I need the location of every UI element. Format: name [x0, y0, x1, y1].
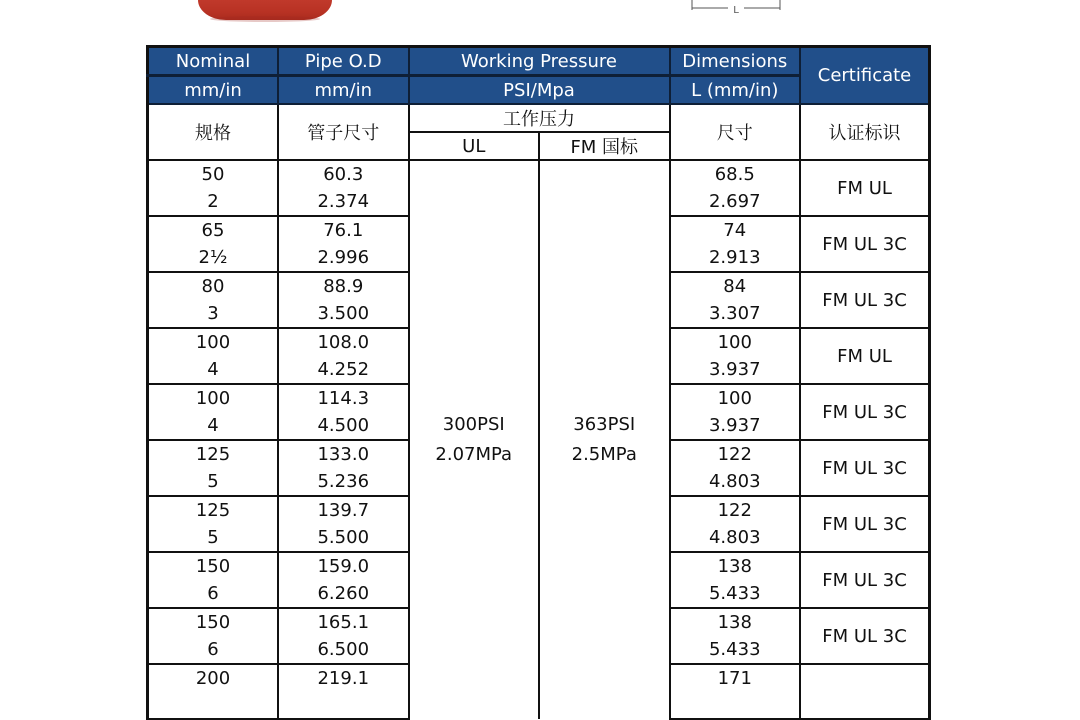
nominal-cell: 150 6: [148, 608, 279, 664]
certificate-cell: FM UL 3C: [800, 552, 930, 608]
pipe-od-cell: 165.1 6.500: [278, 608, 409, 664]
header-dimensions: Dimensions: [670, 47, 801, 76]
pipe-od-cell: 60.3 2.374: [278, 160, 409, 216]
certificate-cell: FM UL 3C: [800, 496, 930, 552]
pipe-od-cell: 114.3 4.500: [278, 384, 409, 440]
certificate-cell: FM UL 3C: [800, 216, 930, 272]
nominal-cell: 125 5: [148, 440, 279, 496]
cn-header-nominal: 规格: [148, 104, 279, 160]
dimension-cell: 122 4.803: [670, 440, 801, 496]
pipe-od-cell: 219.1: [278, 664, 409, 719]
dimension-cell: 100 3.937: [670, 384, 801, 440]
nominal-cell: 200: [148, 664, 279, 719]
header-working-pressure: Working Pressure: [409, 47, 670, 76]
certificate-cell: FM UL 3C: [800, 384, 930, 440]
pipe-od-cell: 133.0 5.236: [278, 440, 409, 496]
dimension-cell: 84 3.307: [670, 272, 801, 328]
pipe-od-cell: 159.0 6.260: [278, 552, 409, 608]
cn-header-ul: UL: [409, 132, 540, 160]
header-pipe-od: Pipe O.D: [278, 47, 409, 76]
cn-header-certificate: 认证标识: [800, 104, 930, 160]
nominal-cell: 80 3: [148, 272, 279, 328]
nominal-cell: 65 2½: [148, 216, 279, 272]
dimension-drawing: [688, 0, 788, 16]
nominal-cell: 100 4: [148, 328, 279, 384]
dimension-cell: 100 3.937: [670, 328, 801, 384]
ul-pressure-cell: 300PSI 2.07MPa: [409, 160, 540, 719]
specification-table: [146, 45, 931, 720]
dimension-cell: 122 4.803: [670, 496, 801, 552]
certificate-cell: FM UL 3C: [800, 440, 930, 496]
cn-header-pipe-od: 管子尺寸: [278, 104, 409, 160]
dimension-cell: 74 2.913: [670, 216, 801, 272]
dimension-cell: 171: [670, 664, 801, 719]
dimension-label: L: [733, 5, 739, 16]
pipe-od-cell: 108.0 4.252: [278, 328, 409, 384]
cn-header-fm: FM 国标: [539, 132, 670, 160]
cn-header-pressure: 工作压力: [409, 104, 670, 132]
nominal-cell: 150 6: [148, 552, 279, 608]
header-certificate: Certificate: [800, 47, 930, 105]
header-pressure-unit: PSI/Mpa: [409, 76, 670, 105]
certificate-cell: [800, 664, 930, 719]
certificate-cell: FM UL 3C: [800, 272, 930, 328]
pipe-fitting-shadow: [210, 16, 320, 22]
certificate-cell: FM UL: [800, 328, 930, 384]
dimension-cell: 138 5.433: [670, 608, 801, 664]
table-row: [148, 160, 930, 216]
nominal-cell: 50 2: [148, 160, 279, 216]
header-pipe-od-unit: mm/in: [278, 76, 409, 105]
pipe-od-cell: 88.9 3.500: [278, 272, 409, 328]
nominal-cell: 100 4: [148, 384, 279, 440]
header-nominal-unit: mm/in: [148, 76, 279, 105]
cn-header-dimensions: 尺寸: [670, 104, 801, 160]
dimension-cell: 68.5 2.697: [670, 160, 801, 216]
pipe-od-cell: 139.7 5.500: [278, 496, 409, 552]
certificate-cell: FM UL 3C: [800, 608, 930, 664]
nominal-cell: 125 5: [148, 496, 279, 552]
header-dimensions-unit: L (mm/in): [670, 76, 801, 105]
certificate-cell: FM UL: [800, 160, 930, 216]
fm-pressure-cell: 363PSI 2.5MPa: [539, 160, 670, 719]
header-nominal: Nominal: [148, 47, 279, 76]
dimension-cell: 138 5.433: [670, 552, 801, 608]
pipe-od-cell: 76.1 2.996: [278, 216, 409, 272]
